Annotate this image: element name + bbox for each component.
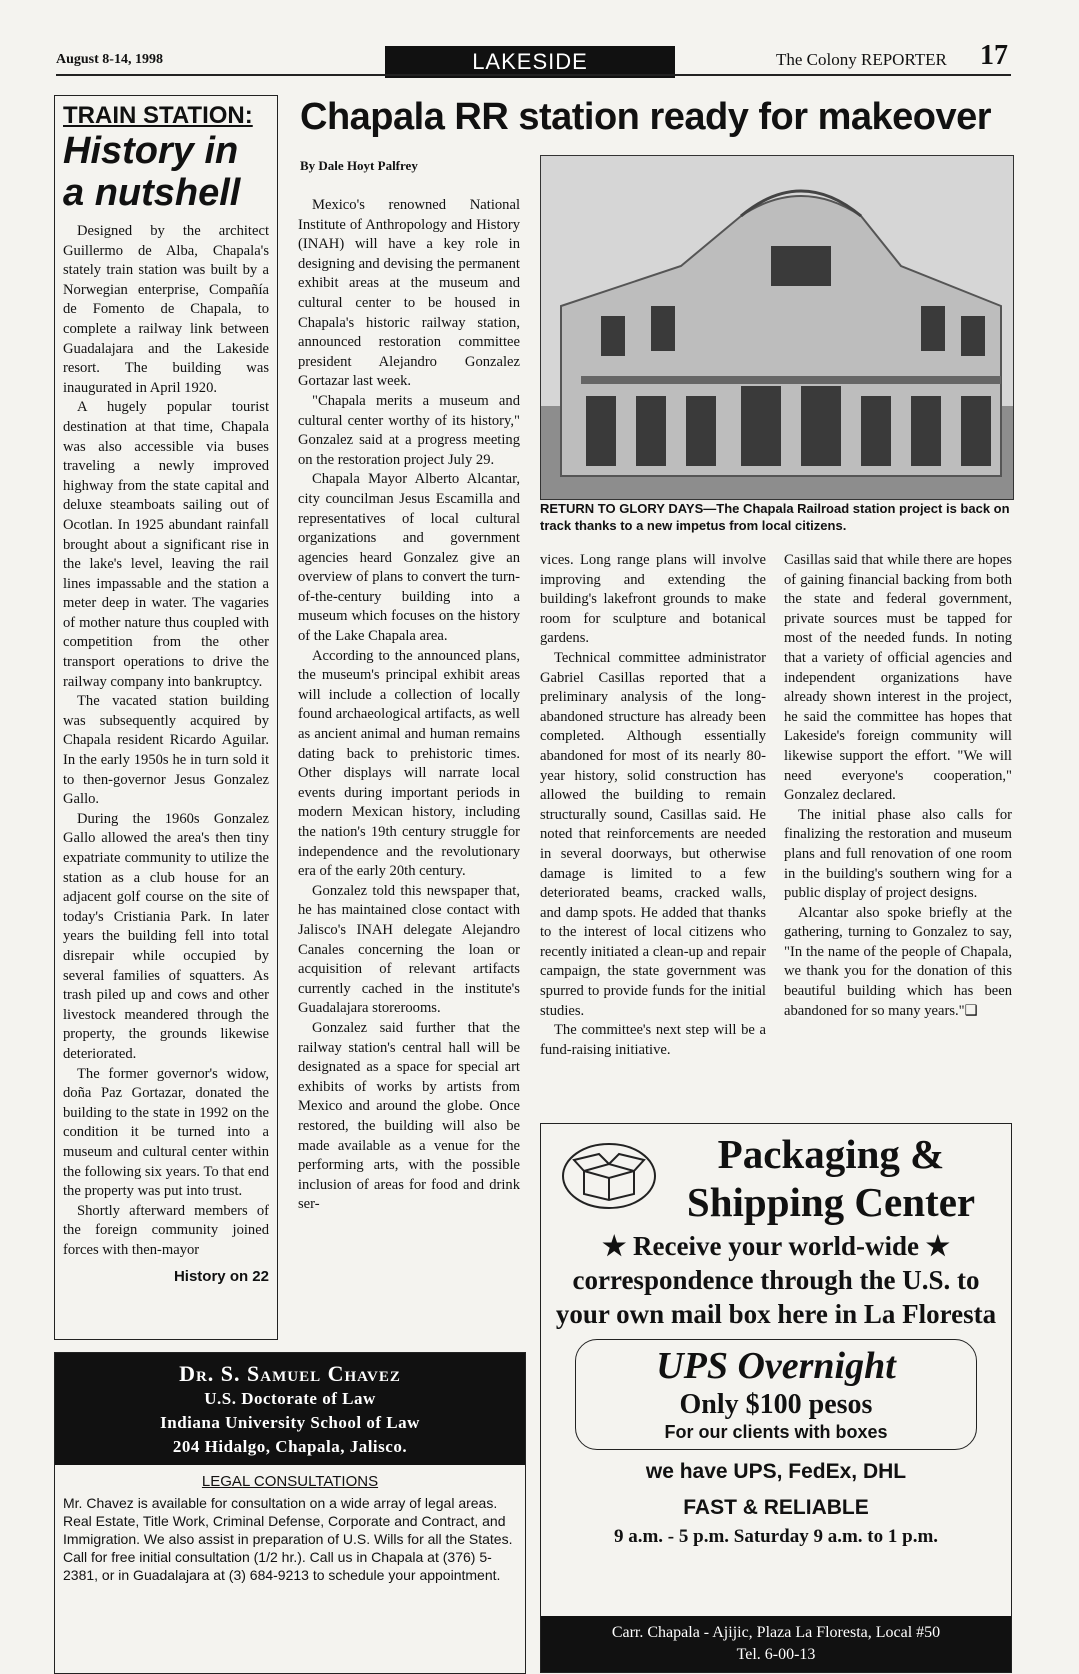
ups-price: Only $100 pesos: [679, 1389, 873, 1420]
article-paragraph: Alcantar also spoke briefly at the gathering, turning to Gonzalez to say, "In the name of the people of Chapala, we thank you for the donation of this beautiful building which has been abandoned for so many years."❑: [784, 904, 1012, 1019]
carriers-line: we have UPS, FedEx, DHL: [645, 1460, 907, 1483]
article-column-1: [298, 196, 520, 1215]
shipping-ad-line: your own mail box here in La Floresta: [555, 1299, 997, 1329]
article-column-2: [540, 551, 766, 1060]
article-byline: By Dale Hoyt Palfrey: [300, 158, 418, 173]
article-headline: Chapala RR station ready for makeover: [300, 96, 992, 138]
article-paragraph: Technical committee administrator Gabriel Casillas reported that a preliminary analysis of the long-abandoned structure has already been completed. Although essentially abandoned for most of its nearly 80-year history, solid construction has allowed the building to remain structurally sound, Casillas said. He noted that reinforcements are needed in several doorways, but otherwise damage is limited to a few deteriorated beams, cracked walls, and damp spots. He added that thanks to the interest of local citizens who recently initiated a clean-up and repair campaign, the state government was spurred to provide funds for the initial studies.: [540, 649, 766, 1019]
article-paragraph: Mexico's renowned National Institute of Anthropology and History (INAH) will have a key role in designing and devising the permanent exhibit areas at the museum and cultural center to be housed in Chapala's historic railway station, announced restoration committee president Alejandro Gonzalez Gortazar last week.: [298, 197, 520, 390]
page-number: 17: [980, 40, 1008, 71]
header-rule: [56, 74, 1011, 76]
lawyer-degree: U.S. Doctorate of Law: [204, 1389, 376, 1408]
sidebar-jump-line: History on 22: [173, 1268, 269, 1286]
ups-overnight: UPS Overnight: [656, 1345, 896, 1387]
shipping-center-ad: [540, 1123, 1012, 1673]
sidebar-paragraph: The vacated station building was subsequently acquired by Chapala resident Ricardo Aguilar. In the early 1950s he in turn sold it to then-governor Jesus Gonzalez Gallo.: [63, 693, 269, 808]
article-paragraph: Gonzalez told this newspaper that, he has maintained close contact with Jalisco's INAH delegate Alejandro Canales concerning the loan or acquisition of relevant artifacts currently cached in the institute's Guadalajara storerooms.: [298, 882, 520, 1017]
sidebar-body: [63, 222, 269, 1260]
paper-name: The Colony REPORTER: [776, 50, 947, 69]
sidebar-paragraph: The former governor's widow, doña Paz Gortazar, donated the building to the state in 1992 on the condition it be turned into a museum and cultural center within the following six years. To that end the property was put into trust.: [63, 1065, 269, 1200]
sidebar-paragraph: Designed by the architect Guillermo de Alba, Chapala's stately train station was built by a Norwegian enterprise, Compañía de Fomento de Chapala, to complete a railway link between Guadalajara and the Lakeside resort. The building was inaugurated in April 1920.: [63, 223, 269, 396]
ups-offer-box: [575, 1339, 977, 1450]
open-box-icon: [559, 1136, 659, 1211]
law-office-ad: [54, 1352, 526, 1674]
article-paragraph: Chapala Mayor Alberto Alcantar, city councilman Jesus Escamilla and representatives of local cultural organizations and government agencies heard Gonzalez give an overview of plans to convert the turn-of-the-century building into a museum which focuses on the history of the Lake Chapala area.: [298, 471, 520, 645]
fast-reliable: FAST & RELIABLE: [683, 1496, 869, 1519]
article-paragraph: Casillas said that while there are hopes of gaining financial backing from both the state and federal government, private sources must be tapped for most of the needed funds. In noting that a variety of official agencies and independent organizations have already shown interest in the project, he said the committee has hopes that Lakeside's foreign community will likewise support the effort. "We will need everyone's cooperation," Gonzalez declared.: [784, 552, 1012, 804]
law-ad-body: Mr. Chavez is available for consultation on a wide array of legal areas. Real Estate, Title Work, Criminal Defense, Corporate and Contract, and Immigration. We also assist in preparation of U.S. Wills for all the States. Call for free initial consultation (1/2 hr.). Call us in Chapala at (376) 5-2381, or in Guadalajara at (3) 684-9213 to schedule your appointment.: [63, 1495, 513, 1583]
shipping-ad-footer: [541, 1616, 1011, 1672]
sidebar-paragraph: A hugely popular tourist destination at that time, Chapala was also accessible via buses traveling a newly improved highway from the state capital and deluxe steamboats sailing out of Ocotlan. In 1925 abundant rainfall brought about a significant rise in the lake's level, leaving the rail lines impassable and the station a meter deep in water. The vagaries of mother nature thus coupled with competition from the other transport operations to drive the railway company into bankruptcy.: [63, 399, 269, 690]
article-paragraph: According to the announced plans, the museum's principal exhibit areas will include a collection of locally found archaeological artifacts, as well as ancient animal and human remains dating back to prehistoric times. Other displays will narrate local events during important periods in modern Mexican history, including the nation's 19th century struggle for independence and the revolutionary era of the early 20th century.: [298, 647, 520, 880]
article-paragraph: "Chapala merits a museum and cultural center worthy of its history," Gonzalez said at a progress meeting on the restoration project July 29.: [298, 392, 520, 468]
law-ad-banner: [55, 1353, 525, 1465]
lawyer-school: Indiana University School of Law: [160, 1413, 420, 1432]
issue-date: August 8-14, 1998: [56, 52, 163, 67]
shipping-ad-title: Packaging & Shipping Center: [686, 1131, 976, 1225]
law-ad-subhead: LEGAL CONSULTATIONS: [201, 1473, 379, 1490]
shipping-address: Carr. Chapala - Ajijic, Plaza La Floresta, Local #50: [611, 1624, 941, 1641]
shipping-phone: Tel. 6-00-13: [736, 1646, 816, 1663]
station-photo: [540, 155, 1014, 500]
section-banner: LAKESIDE: [385, 46, 675, 78]
lawyer-name: Dr. S. Samuel Chavez: [179, 1361, 401, 1386]
sidebar-paragraph: During the 1960s Gonzalez Gallo allowed the area's then tiny expatriate community to utilize the station as a club house for an adjacent golf course on the site of today's Cristiania Park. In later years the building fell into total disrepair while occupied by several families of squatters. As trash piled up and cows and other livestock meandered through the property, the grounds likewise deteriorated.: [63, 810, 269, 1062]
article-paragraph: Gonzalez said further that the railway station's central hall will be designated as a space for special art exhibits of works by artists from Mexico and around the globe. Once restored, the building will also be made available as a venue for the performing arts, with the possible inclusion of areas for food and drink ser-: [298, 1019, 520, 1213]
shipping-ad-line: correspondence through the U.S. to: [572, 1265, 980, 1295]
article-paragraph: The committee's next step will be a fund-raising initiative.: [540, 1022, 766, 1058]
article-column-3: [784, 551, 1012, 1021]
sidebar-box: [54, 95, 278, 1340]
sidebar-kicker: TRAIN STATION:: [63, 102, 253, 129]
station-photo-illustration: [541, 156, 1013, 499]
shipping-ad-line: ★ Receive your world-wide ★: [602, 1231, 950, 1261]
business-hours: 9 a.m. - 5 p.m. Saturday 9 a.m. to 1 p.m.: [613, 1526, 939, 1547]
article-paragraph: vices. Long range plans will involve improving and extending the building's lakefront grounds to make room for sculpture and botanical gardens.: [540, 552, 766, 647]
sidebar-headline: History in a nutshell: [63, 130, 241, 214]
photo-caption: RETURN TO GLORY DAYS—The Chapala Railroad station project is back on track thanks to a new impetus from local citizens.: [540, 501, 1010, 533]
sidebar-paragraph: Shortly afterward members of the foreign community joined forces with then-mayor: [63, 1202, 269, 1258]
lawyer-address: 204 Hidalgo, Chapala, Jalisco.: [172, 1437, 408, 1456]
ups-clients-note: For our clients with boxes: [664, 1422, 888, 1442]
article-paragraph: The initial phase also calls for finalizing the restoration and museum plans and full renovation of one room in the building's southern wing for a public display of project designs.: [784, 806, 1012, 902]
